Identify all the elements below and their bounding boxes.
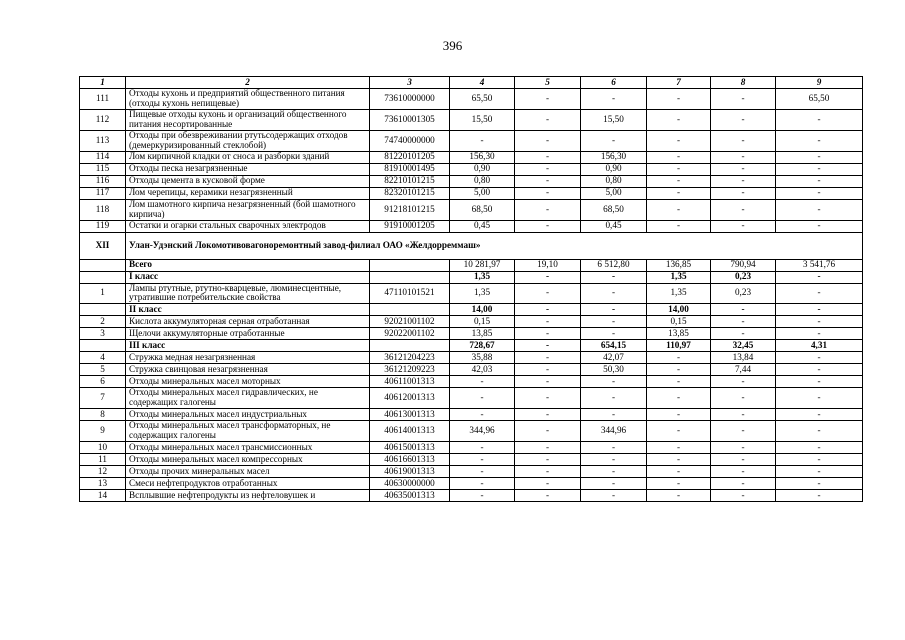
- table-cell: 91910001205: [370, 220, 450, 232]
- table-row: [80, 304, 863, 316]
- table-cell: [370, 259, 450, 271]
- table-cell: -: [515, 271, 581, 283]
- table-row: [80, 199, 863, 220]
- table-cell: -: [647, 175, 711, 187]
- table-row: [80, 454, 863, 466]
- table-cell: -: [711, 478, 776, 490]
- table-cell: 4,31: [776, 340, 863, 352]
- table-cell: Всплывшие нефтепродукты из нефтеловушек и: [126, 490, 370, 502]
- waste-table: [79, 76, 863, 502]
- table-cell: Кислота аккумуляторная серная отработанная: [126, 316, 370, 328]
- table-cell: -: [581, 442, 647, 454]
- table-cell: 13,84: [711, 352, 776, 364]
- table-cell: -: [647, 454, 711, 466]
- table-row: [80, 328, 863, 340]
- table-cell: -: [647, 442, 711, 454]
- table-cell: -: [776, 175, 863, 187]
- table-cell: 65,50: [450, 89, 515, 110]
- table-cell: 13,85: [647, 328, 711, 340]
- table-cell: Лом черепицы, керамики незагрязненный: [126, 187, 370, 199]
- table-cell: Всего: [126, 259, 370, 271]
- table-row: [80, 109, 863, 130]
- section-number: XII: [80, 232, 126, 259]
- table-cell: -: [776, 271, 863, 283]
- table-cell: 7: [80, 388, 126, 409]
- table-cell: [80, 304, 126, 316]
- table-cell: [80, 340, 126, 352]
- table-cell: -: [776, 421, 863, 442]
- table-cell: 50,30: [581, 364, 647, 376]
- table-cell: 81220101205: [370, 151, 450, 163]
- table-row: [80, 259, 863, 271]
- header-cell: 5: [515, 77, 581, 89]
- table-cell: Отходы прочих минеральных масел: [126, 466, 370, 478]
- table-cell: -: [647, 352, 711, 364]
- table-cell: 116: [80, 175, 126, 187]
- table-cell: 40612001313: [370, 388, 450, 409]
- table-cell: -: [647, 220, 711, 232]
- table-cell: -: [711, 421, 776, 442]
- table-body: [80, 77, 863, 502]
- header-cell: 8: [711, 77, 776, 89]
- table-cell: -: [515, 352, 581, 364]
- table-cell: -: [647, 490, 711, 502]
- table-row: [80, 187, 863, 199]
- table-cell: 4: [80, 352, 126, 364]
- table-cell: 13,85: [450, 328, 515, 340]
- table-cell: -: [647, 130, 711, 151]
- table-cell: 110,97: [647, 340, 711, 352]
- table-cell: 35,88: [450, 352, 515, 364]
- table-cell: 40614001313: [370, 421, 450, 442]
- table-cell: -: [581, 304, 647, 316]
- table-cell: -: [776, 388, 863, 409]
- table-cell: 0,80: [450, 175, 515, 187]
- table-cell: -: [647, 151, 711, 163]
- table-cell: -: [776, 466, 863, 478]
- table-cell: -: [515, 478, 581, 490]
- table-row: [80, 130, 863, 151]
- table-cell: 156,30: [450, 151, 515, 163]
- table-cell: 74740000000: [370, 130, 450, 151]
- table-row: [80, 409, 863, 421]
- table-cell: -: [776, 283, 863, 304]
- table-row: [80, 421, 863, 442]
- table-cell: -: [515, 421, 581, 442]
- table-cell: 42,07: [581, 352, 647, 364]
- table-cell: -: [711, 442, 776, 454]
- page-number: 396: [442, 38, 463, 53]
- table-cell: -: [581, 89, 647, 110]
- table-cell: -: [515, 328, 581, 340]
- table-cell: 13: [80, 478, 126, 490]
- table-cell: -: [647, 376, 711, 388]
- table-cell: -: [776, 328, 863, 340]
- table-cell: -: [515, 175, 581, 187]
- table-cell: 5: [80, 364, 126, 376]
- table-cell: 1,35: [450, 283, 515, 304]
- table-cell: Лом кирпичной кладки от сноса и разборки зданий: [126, 151, 370, 163]
- table-cell: -: [581, 409, 647, 421]
- table-cell: -: [711, 151, 776, 163]
- table-cell: -: [711, 328, 776, 340]
- header-cell: 2: [126, 77, 370, 89]
- table-cell: -: [450, 388, 515, 409]
- table-cell: -: [515, 109, 581, 130]
- table-cell: 111: [80, 89, 126, 110]
- table-cell: -: [515, 490, 581, 502]
- table-cell: -: [647, 163, 711, 175]
- table-cell: -: [776, 199, 863, 220]
- table-cell: -: [711, 130, 776, 151]
- table-cell: 14: [80, 490, 126, 502]
- table-cell: -: [515, 376, 581, 388]
- table-cell: 36121209223: [370, 364, 450, 376]
- table-cell: 40635001313: [370, 490, 450, 502]
- table-cell: [370, 304, 450, 316]
- table-cell: -: [647, 409, 711, 421]
- table-cell: Щелочи аккумуляторные отработанные: [126, 328, 370, 340]
- table-cell: -: [581, 490, 647, 502]
- table-cell: 344,96: [581, 421, 647, 442]
- table-cell: 15,50: [581, 109, 647, 130]
- table-cell: 82320101215: [370, 187, 450, 199]
- table-cell: -: [776, 442, 863, 454]
- table-cell: 15,50: [450, 109, 515, 130]
- table-cell: -: [515, 163, 581, 175]
- table-cell: -: [450, 376, 515, 388]
- table-cell: 65,50: [776, 89, 863, 110]
- table-cell: Лампы ртутные, ртутно-кварцевые, люминесцентные, утратившие потребительские свойства: [126, 283, 370, 304]
- table-cell: 113: [80, 130, 126, 151]
- table-cell: [370, 340, 450, 352]
- table-cell: 6 512,80: [581, 259, 647, 271]
- table-cell: Пищевые отходы кухонь и организаций общественного питания несортированные: [126, 109, 370, 130]
- header-cell: 9: [776, 77, 863, 89]
- table-row: [80, 388, 863, 409]
- table-cell: -: [515, 151, 581, 163]
- header-cell: 7: [647, 77, 711, 89]
- table-cell: -: [647, 421, 711, 442]
- table-cell: -: [776, 409, 863, 421]
- section-row: [80, 232, 863, 259]
- table-cell: 9: [80, 421, 126, 442]
- table-cell: Остатки и огарки стальных сварочных электродов: [126, 220, 370, 232]
- table-cell: -: [515, 187, 581, 199]
- table-cell: 118: [80, 199, 126, 220]
- table-cell: 156,30: [581, 151, 647, 163]
- table-cell: -: [776, 352, 863, 364]
- table-cell: -: [581, 466, 647, 478]
- table-cell: -: [647, 187, 711, 199]
- table-cell: -: [711, 454, 776, 466]
- table-cell: Отходы минеральных масел трансмиссионных: [126, 442, 370, 454]
- table-cell: Отходы минеральных масел трансформаторных, не содержащих галогены: [126, 421, 370, 442]
- table-cell: 91218101215: [370, 199, 450, 220]
- table-cell: -: [515, 316, 581, 328]
- table-row: [80, 151, 863, 163]
- table-cell: -: [515, 199, 581, 220]
- table-cell: 14,00: [647, 304, 711, 316]
- table-cell: 3 541,76: [776, 259, 863, 271]
- table-cell: -: [647, 478, 711, 490]
- table-cell: 1,35: [647, 283, 711, 304]
- table-cell: -: [515, 442, 581, 454]
- table-cell: -: [581, 316, 647, 328]
- table-cell: -: [581, 130, 647, 151]
- table-row: [80, 316, 863, 328]
- table-cell: Отходы цемента в кусковой форме: [126, 175, 370, 187]
- table-cell: -: [776, 364, 863, 376]
- table-cell: 112: [80, 109, 126, 130]
- table-row: [80, 283, 863, 304]
- table-cell: -: [776, 316, 863, 328]
- table-cell: 2: [80, 316, 126, 328]
- table-cell: 92022001102: [370, 328, 450, 340]
- table-row: [80, 466, 863, 478]
- table-cell: -: [711, 89, 776, 110]
- table-cell: -: [515, 454, 581, 466]
- table-cell: -: [776, 130, 863, 151]
- table-cell: Отходы при обезвреживании ртутьсодержащих отходов (демеркуризированный стеклобой): [126, 130, 370, 151]
- table-row: [80, 271, 863, 283]
- table-cell: 42,03: [450, 364, 515, 376]
- table-cell: Стружка свинцовая незагрязненная: [126, 364, 370, 376]
- table-cell: 5,00: [450, 187, 515, 199]
- table-cell: -: [711, 376, 776, 388]
- table-cell: -: [450, 442, 515, 454]
- table-row: [80, 175, 863, 187]
- table-cell: -: [711, 388, 776, 409]
- table-cell: 32,45: [711, 340, 776, 352]
- table-cell: 0,15: [450, 316, 515, 328]
- table-row: [80, 163, 863, 175]
- table-cell: Отходы песка незагрязненные: [126, 163, 370, 175]
- table-cell: Лом шамотного кирпича незагрязненный (бой шамотного кирпича): [126, 199, 370, 220]
- table-cell: 40630000000: [370, 478, 450, 490]
- table-cell: 40615001313: [370, 442, 450, 454]
- table-cell: -: [581, 376, 647, 388]
- table-cell: 82210101215: [370, 175, 450, 187]
- table-cell: III класс: [126, 340, 370, 352]
- table-cell: -: [515, 340, 581, 352]
- table-cell: -: [711, 109, 776, 130]
- table-cell: [80, 271, 126, 283]
- table-cell: -: [581, 271, 647, 283]
- table-cell: -: [515, 388, 581, 409]
- table-cell: 136,85: [647, 259, 711, 271]
- table-cell: -: [450, 454, 515, 466]
- table-cell: -: [711, 316, 776, 328]
- table-cell: 8: [80, 409, 126, 421]
- table-cell: 0,90: [581, 163, 647, 175]
- table-cell: Отходы минеральных масел гидравлических, не содержащих галогены: [126, 388, 370, 409]
- table-cell: 6: [80, 376, 126, 388]
- table-cell: -: [711, 490, 776, 502]
- table-cell: -: [647, 388, 711, 409]
- table-cell: -: [515, 466, 581, 478]
- table-cell: -: [776, 478, 863, 490]
- table-cell: -: [776, 187, 863, 199]
- table-cell: -: [647, 89, 711, 110]
- table-cell: -: [711, 466, 776, 478]
- table-row: [80, 442, 863, 454]
- table-cell: 1,35: [647, 271, 711, 283]
- table-row: [80, 490, 863, 502]
- table-cell: 114: [80, 151, 126, 163]
- table-cell: 119: [80, 220, 126, 232]
- table-cell: 0,80: [581, 175, 647, 187]
- header-cell: 3: [370, 77, 450, 89]
- table-cell: -: [450, 466, 515, 478]
- table-cell: 81910001495: [370, 163, 450, 175]
- table-cell: -: [450, 478, 515, 490]
- table-cell: Отходы минеральных масел компрессорных: [126, 454, 370, 466]
- table-cell: 654,15: [581, 340, 647, 352]
- table-cell: [370, 271, 450, 283]
- table-cell: 344,96: [450, 421, 515, 442]
- table-cell: Смеси нефтепродуктов отработанных: [126, 478, 370, 490]
- table-cell: 10: [80, 442, 126, 454]
- table-row: [80, 89, 863, 110]
- table-cell: 11: [80, 454, 126, 466]
- table-cell: -: [515, 364, 581, 376]
- table-cell: 40619001313: [370, 466, 450, 478]
- table-cell: 19,10: [515, 259, 581, 271]
- table-row: [80, 352, 863, 364]
- table-cell: -: [711, 409, 776, 421]
- table-row: [80, 220, 863, 232]
- table-cell: Стружка медная незагрязненная: [126, 352, 370, 364]
- table-cell: -: [515, 409, 581, 421]
- table-cell: -: [515, 130, 581, 151]
- table-cell: 40611001313: [370, 376, 450, 388]
- table-cell: -: [647, 199, 711, 220]
- header-cell: 1: [80, 77, 126, 89]
- table-cell: -: [776, 163, 863, 175]
- table-cell: -: [711, 175, 776, 187]
- table-cell: -: [776, 151, 863, 163]
- table-cell: -: [776, 376, 863, 388]
- table-row: [80, 376, 863, 388]
- table-row: [80, 364, 863, 376]
- table-cell: -: [581, 283, 647, 304]
- table-cell: 1,35: [450, 271, 515, 283]
- table-cell: 117: [80, 187, 126, 199]
- table-row: [80, 478, 863, 490]
- header-cell: 6: [581, 77, 647, 89]
- table-cell: -: [515, 304, 581, 316]
- header-cell: 4: [450, 77, 515, 89]
- table-cell: -: [450, 409, 515, 421]
- table-cell: -: [647, 109, 711, 130]
- table-cell: 40613001313: [370, 409, 450, 421]
- table-cell: -: [776, 454, 863, 466]
- table-cell: 47110101521: [370, 283, 450, 304]
- table-header-row: [80, 77, 863, 89]
- table-cell: 10 281,97: [450, 259, 515, 271]
- table-cell: 12: [80, 466, 126, 478]
- table-cell: Отходы минеральных масел моторных: [126, 376, 370, 388]
- table-cell: 68,50: [450, 199, 515, 220]
- table-cell: 68,50: [581, 199, 647, 220]
- table-cell: -: [711, 187, 776, 199]
- table-cell: -: [515, 89, 581, 110]
- table-cell: 1: [80, 283, 126, 304]
- table-cell: -: [647, 364, 711, 376]
- table-cell: 92021001102: [370, 316, 450, 328]
- table-cell: 790,94: [711, 259, 776, 271]
- table-cell: 0,23: [711, 283, 776, 304]
- table-cell: II класс: [126, 304, 370, 316]
- table-cell: -: [515, 283, 581, 304]
- table-cell: 0,15: [647, 316, 711, 328]
- table-cell: -: [776, 304, 863, 316]
- table-cell: -: [711, 163, 776, 175]
- table-cell: [80, 259, 126, 271]
- table-cell: Отходы кухонь и предприятий общественного питания (отходы кухонь непищевые): [126, 89, 370, 110]
- table-cell: -: [450, 130, 515, 151]
- table-cell: 5,00: [581, 187, 647, 199]
- table-cell: -: [711, 304, 776, 316]
- table-cell: -: [776, 490, 863, 502]
- table-cell: 73610000000: [370, 89, 450, 110]
- table-cell: -: [776, 220, 863, 232]
- table-cell: Отходы минеральных масел индустриальных: [126, 409, 370, 421]
- table-cell: -: [647, 466, 711, 478]
- table-cell: -: [711, 199, 776, 220]
- table-cell: 36121204223: [370, 352, 450, 364]
- table-row: [80, 340, 863, 352]
- table-cell: 0,45: [450, 220, 515, 232]
- table-cell: 728,67: [450, 340, 515, 352]
- table-cell: -: [711, 220, 776, 232]
- table-cell: -: [581, 454, 647, 466]
- table-cell: -: [450, 490, 515, 502]
- table-cell: 0,90: [450, 163, 515, 175]
- table-cell: -: [581, 388, 647, 409]
- table-cell: 3: [80, 328, 126, 340]
- table-cell: -: [515, 220, 581, 232]
- table-cell: 14,00: [450, 304, 515, 316]
- table-cell: -: [776, 109, 863, 130]
- table-cell: 0,23: [711, 271, 776, 283]
- table-cell: 7,44: [711, 364, 776, 376]
- table-cell: 40616601313: [370, 454, 450, 466]
- table-cell: -: [581, 328, 647, 340]
- table-cell: 0,45: [581, 220, 647, 232]
- table-cell: -: [581, 478, 647, 490]
- table-cell: 73610001305: [370, 109, 450, 130]
- table-cell: 115: [80, 163, 126, 175]
- section-title: Улан-Удэнский Локомотивовагоноремонтный завод-филиал ОАО «Желдорреммаш»: [126, 232, 863, 259]
- table-cell: I класс: [126, 271, 370, 283]
